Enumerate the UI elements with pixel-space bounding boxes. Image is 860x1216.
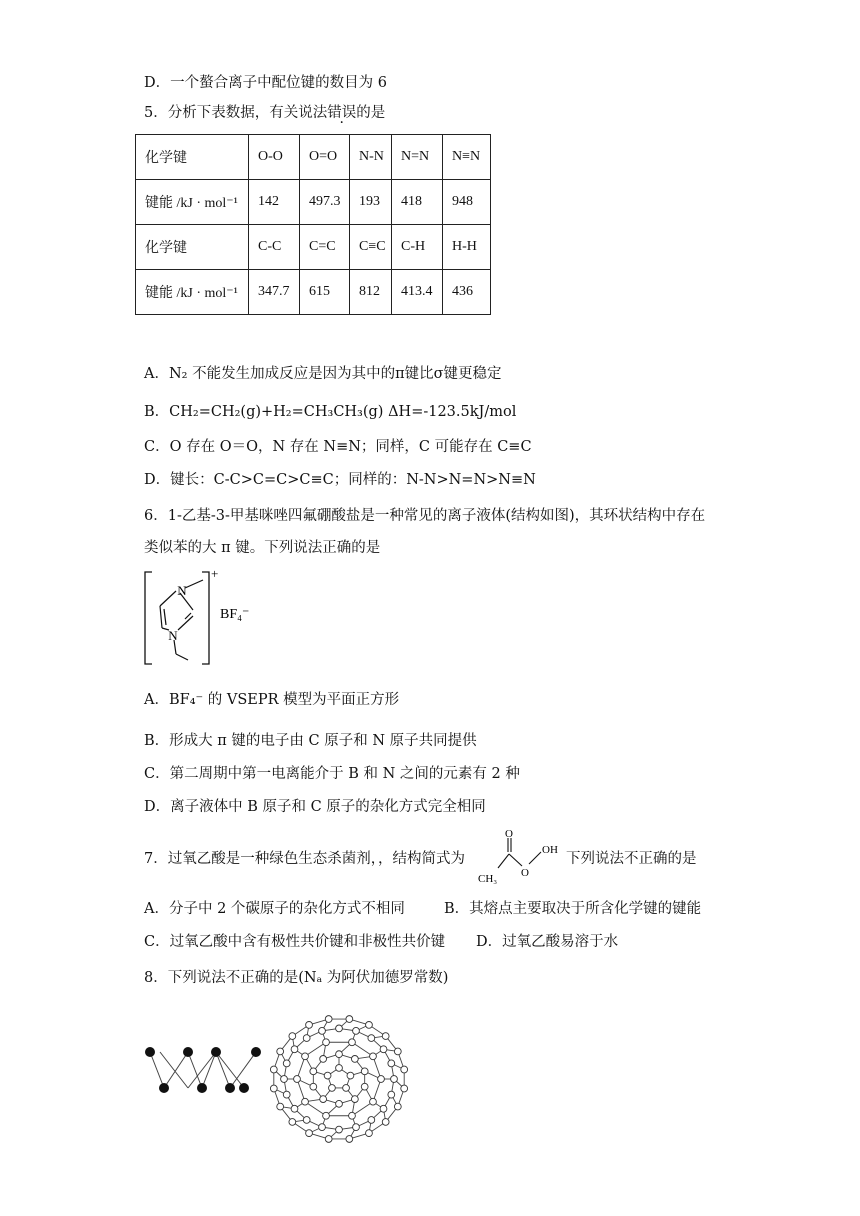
carbon-atom — [368, 1035, 375, 1042]
q7-option-b: B．其熔点主要取决于所含化学键的键能 — [444, 901, 702, 917]
carbon-atom — [349, 1112, 356, 1119]
table-cell: 键能 /kJ · mol⁻¹ — [136, 180, 249, 225]
q6-option-b: B．形成大 π 键的电子由 C 原子和 N 原子共同提供 — [144, 733, 477, 749]
q5-stem — [144, 103, 385, 123]
table-cell: H-H — [443, 225, 491, 270]
q6-option-a: A．BF₄⁻ 的 VSEPR 模型为平面正方形 — [144, 692, 400, 708]
carbon-atom — [349, 1039, 356, 1046]
carbon-atom — [320, 1096, 327, 1103]
table-cell: N=N — [392, 135, 443, 180]
table-cell: C-H — [392, 225, 443, 270]
carbon-atom — [401, 1066, 408, 1073]
fullerene-c60-figure — [258, 1008, 420, 1150]
q7-option-c: C．过氧乙酸中含有极性共价键和非极性共价键 — [144, 934, 446, 950]
q5-stem-after: 的是 — [356, 105, 386, 121]
q6-stem-line1: 6．1-乙基-3-甲基咪唑四氟硼酸盐是一种常见的离子液体(结构如图)，其环状结构中存在 — [144, 508, 706, 524]
cation-charge: + — [211, 566, 219, 581]
table-row — [136, 135, 491, 180]
q6-stem-line2: 类似苯的大 π 键。下列说法正确的是 — [144, 540, 381, 556]
table-cell: O=O — [300, 135, 350, 180]
table-cell: 化学键 — [136, 135, 249, 180]
carbon-atom — [380, 1046, 387, 1053]
carbon-atom — [310, 1083, 317, 1090]
carbon-atom — [270, 1066, 277, 1073]
carbon-atom — [351, 1096, 358, 1103]
q7-stem-after: 下列说法不正确的是 — [566, 851, 697, 867]
carbon-atom — [361, 1068, 368, 1075]
table-cell: C=C — [300, 225, 350, 270]
carbon-atom — [270, 1085, 277, 1092]
table-cell: N-N — [350, 135, 392, 180]
q5-stem-before: 5．分析下表数据，有关说法 — [144, 105, 328, 121]
table-cell: 化学键 — [136, 225, 249, 270]
table-cell: 键能 /kJ · mol⁻¹ — [136, 270, 249, 315]
table-cell: 615 — [300, 270, 350, 315]
table-cell: 812 — [350, 270, 392, 315]
carbon-atom — [319, 1027, 326, 1034]
carbon-atom — [394, 1103, 401, 1110]
carbon-atom — [289, 1119, 296, 1126]
carbon-atom — [382, 1033, 389, 1040]
q5-option-d: D．键长：C-C>C=C>C≡C；同样的：N-N>N=N>N≡N — [144, 472, 536, 488]
carbon-atom — [306, 1021, 313, 1028]
ring-nitrogen-top: N — [177, 583, 187, 598]
hydroxyl-group: OH — [542, 844, 558, 856]
carbon-atom — [336, 1065, 343, 1072]
carbon-atom — [306, 1130, 313, 1137]
carbon-atom — [283, 1060, 290, 1067]
carbon-atom — [336, 1100, 343, 1107]
table-row — [136, 270, 491, 315]
carbon-atom — [351, 1056, 358, 1063]
table-cell: C≡C — [350, 225, 392, 270]
carbon-atom — [325, 1016, 332, 1023]
carbon-atom — [277, 1103, 284, 1110]
table-cell: 436 — [443, 270, 491, 315]
carbon-atom — [277, 1048, 284, 1055]
carbon-atom — [401, 1085, 408, 1092]
q6-option-d: D．离子液体中 B 原子和 C 原子的杂化方式完全相同 — [144, 799, 486, 815]
table-cell: C-C — [249, 225, 300, 270]
carbon-atom — [394, 1048, 401, 1055]
anion-label: BF₄⁻ — [220, 607, 250, 622]
carbon-atom — [353, 1124, 360, 1131]
carbon-atom — [323, 1112, 330, 1119]
table-cell: 413.4 — [392, 270, 443, 315]
carbon-atom — [346, 1136, 353, 1143]
table-cell: 948 — [443, 180, 491, 225]
carbon-atom — [361, 1083, 368, 1090]
carbon-atom — [303, 1117, 310, 1124]
carbon-atom — [388, 1091, 395, 1098]
carbon-atom — [303, 1035, 310, 1042]
q7-option-a: A．分子中 2 个碳原子的杂化方式不相同 — [144, 901, 405, 917]
carbon-atom — [291, 1105, 298, 1112]
carbon-atom — [391, 1076, 398, 1083]
carbon-atom — [294, 1076, 301, 1083]
carbon-atom — [302, 1053, 309, 1060]
table-cell: 347.7 — [249, 270, 300, 315]
carbon-atom — [336, 1025, 343, 1032]
carbon-atom — [382, 1119, 389, 1126]
q4-option-d: D．一个螯合离子中配位键的数目为 6 — [144, 75, 387, 91]
table-row — [136, 180, 491, 225]
carbon-atom — [324, 1072, 331, 1079]
carbon-atom — [291, 1046, 298, 1053]
table-cell: 418 — [392, 180, 443, 225]
table-cell: O-O — [249, 135, 300, 180]
carbon-atom — [325, 1136, 332, 1143]
carbon-atom — [380, 1105, 387, 1112]
carbon-atom — [370, 1053, 377, 1060]
table-cell: 142 — [249, 180, 300, 225]
carbon-atom — [378, 1076, 385, 1083]
table-cell: 497.3 — [300, 180, 350, 225]
carbon-atom — [368, 1117, 375, 1124]
q8-stem: 8．下列说法不正确的是(Nₐ 为阿伏加德罗常数) — [144, 970, 449, 986]
ring-nitrogen-bottom: N — [168, 628, 178, 643]
q5-option-a: A．N₂ 不能发生加成反应是因为其中的π键比σ键更稳定 — [144, 366, 502, 382]
peroxy-oxygen: O — [521, 867, 529, 879]
carbon-atom — [323, 1039, 330, 1046]
carbon-atom — [283, 1091, 290, 1098]
carbon-atom — [366, 1130, 373, 1137]
carbon-atom — [343, 1085, 350, 1092]
imidazolium-structure — [140, 566, 260, 670]
carbon-atom — [370, 1098, 377, 1105]
table-row — [136, 225, 491, 270]
q5-option-b: B．CH₂=CH₂(g)+H₂=CH₃CH₃(g) ΔH=-123.5kJ/mol — [144, 404, 517, 420]
carbon-atom — [302, 1098, 309, 1105]
q7-stem-before: 7．过氧乙酸是一种绿色生态杀菌剂，，结构简式为 — [144, 851, 465, 867]
carbonyl-oxygen: O — [505, 828, 513, 840]
carbon-atom — [347, 1072, 354, 1079]
zigzag-chain-figure — [140, 1040, 270, 1100]
table-cell: 193 — [350, 180, 392, 225]
q7-option-d: D．过氧乙酸易溶于水 — [476, 934, 619, 950]
bond-energy-table — [135, 134, 491, 315]
carbon-atom — [388, 1060, 395, 1067]
q5-stem-emphasis: 错误 — [327, 105, 357, 121]
carbon-atom — [353, 1027, 360, 1034]
q6-option-c: C．第二周期中第一电离能介于 B 和 N 之间的元素有 2 种 — [144, 766, 520, 782]
carbon-atom — [320, 1056, 327, 1063]
carbon-atom — [319, 1124, 326, 1131]
carbon-atom — [310, 1068, 317, 1075]
carbon-atom — [336, 1126, 343, 1133]
carbon-atom — [346, 1016, 353, 1023]
carbon-atom — [336, 1051, 343, 1058]
carbon-atom — [289, 1033, 296, 1040]
peracetic-acid-structure — [474, 826, 568, 884]
carbon-atom — [281, 1076, 288, 1083]
carbon-atom — [366, 1021, 373, 1028]
table-cell: N≡N — [443, 135, 491, 180]
methyl-group: CH₃ — [478, 873, 498, 884]
carbon-atom — [329, 1085, 336, 1092]
q5-option-c: C．O 存在 O＝O，N 存在 N≡N；同样，C 可能存在 C≡C — [144, 439, 532, 455]
